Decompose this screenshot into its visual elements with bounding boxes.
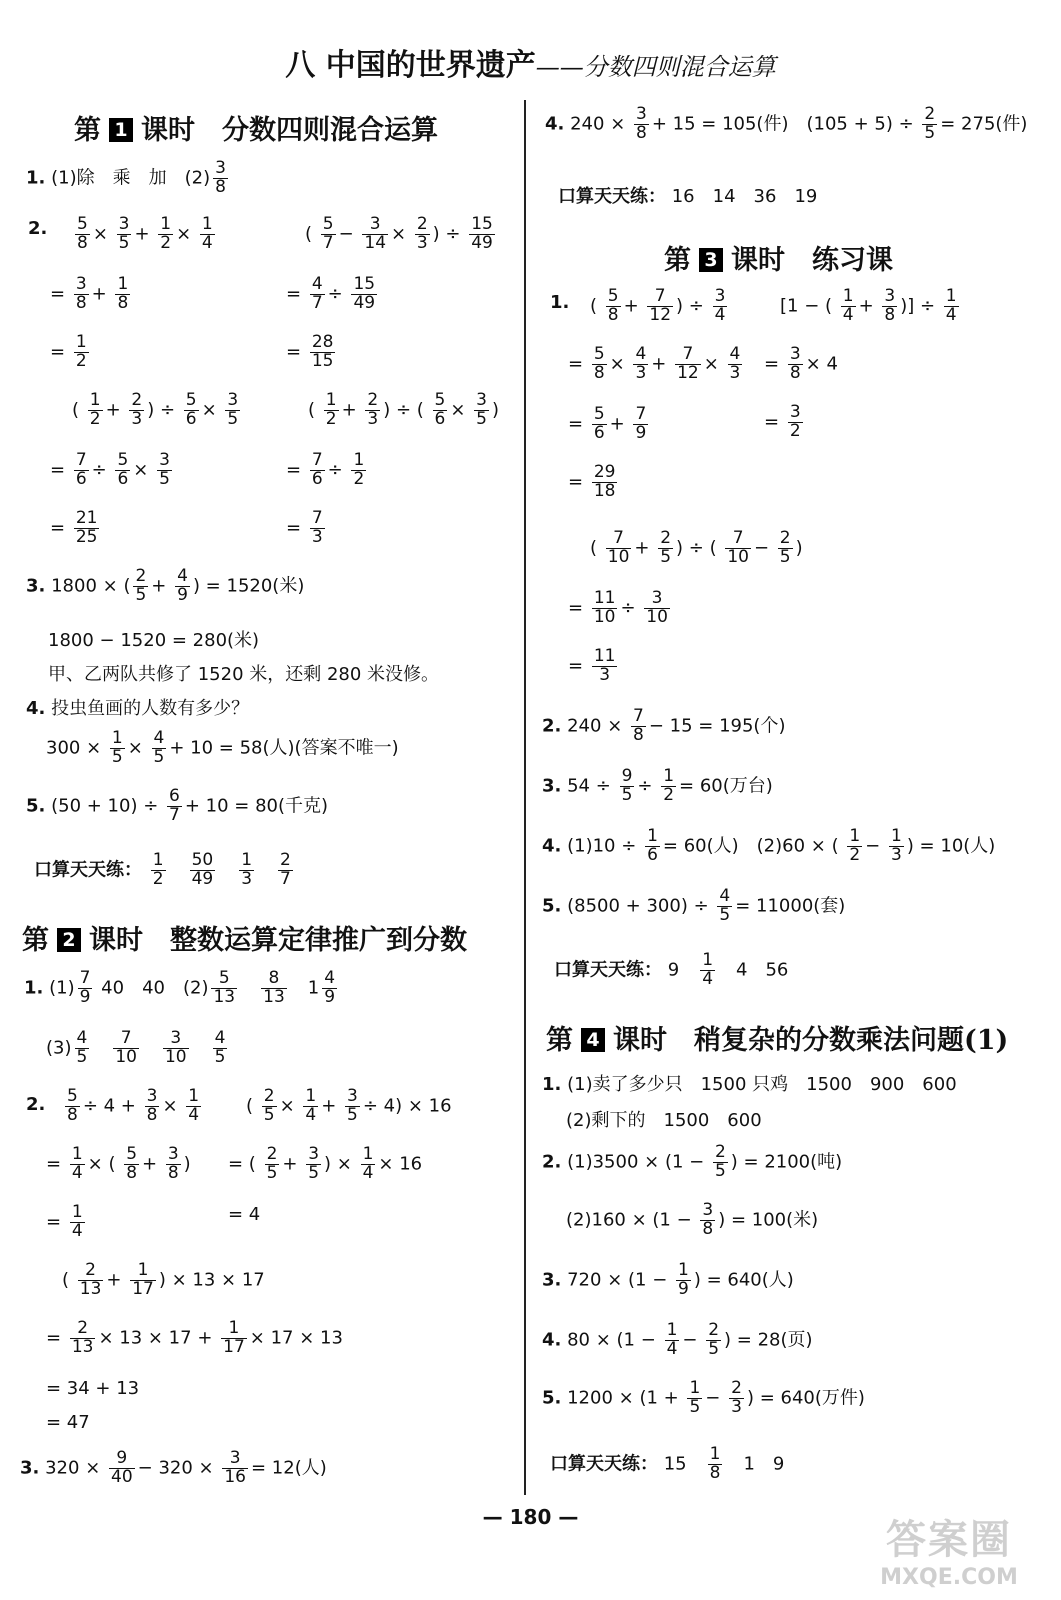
l2-q2-label: 2.	[26, 1094, 46, 1115]
l1-q3-line3: 甲、乙两队共修了 1520 米，还剩 280 米没修。	[48, 664, 440, 685]
l1-q2-step-b2: = $\frac{28}{15}$	[286, 332, 334, 371]
page-title: 八 中国的世界遗产——分数四则混合运算	[285, 48, 776, 83]
l2-q2-expr-c: ( $\frac{2}{13}$ + $\frac{1}{17}$ ) × 13 × 17	[62, 1260, 265, 1299]
l3-kousuan: 口算天天练： 9 $\frac{1}{4}$ 4 56	[554, 950, 789, 989]
l1-q1: 1. (1)除 乘 加 (2) $\frac{3}{8}$	[26, 158, 226, 197]
l2-q2-step-c1: = $\frac{2}{13}$ × 13 × 17 + $\frac{1}{17}$ × 17 × 13	[46, 1318, 343, 1357]
l3-q1-step-b1: = $\frac{3}{8}$ × 4	[764, 344, 838, 383]
l1-q4: 4. 投虫鱼画的人数有多少？	[26, 698, 250, 719]
l2-q4: 4. 240 × $\frac{3}{8}$ + 15 = 105(件) (105 + 5) ÷ $\frac{2}{5}$ = 275(件)	[545, 104, 1028, 143]
l2-q2-step-a2: = $\frac{1}{4}$	[46, 1202, 83, 1241]
l1-q3-line2: 1800 − 1520 = 280(米)	[48, 630, 260, 651]
l3-q1-step-a2: = $\frac{5}{6}$ + $\frac{7}{9}$	[568, 404, 647, 443]
l2-q2-step-a1: = $\frac{1}{4}$ × ( $\frac{5}{8}$ + $\frac{3}{8}$ )	[46, 1144, 191, 1183]
l4-q2-part2: (2)160 × (1 − $\frac{3}{8}$ ) = 100(米)	[566, 1200, 819, 1239]
l1-q2-expr-a: $\frac{5}{8}$ × $\frac{3}{5}$ + $\frac{1}{2}$ × $\frac{1}{4}$	[77, 214, 213, 253]
l2-q2-expr-b: ( $\frac{2}{5}$ × $\frac{1}{4}$ + $\frac{3}{5}$ ÷ 4) × 16	[246, 1086, 452, 1125]
l4-q1-line1: 1. (1)卖了多少只 1500 只鸡 1500 900 600	[542, 1074, 957, 1095]
l3-q1-label: 1.	[550, 292, 570, 313]
l1-q2-step-c2: = $\frac{21}{25}$	[50, 508, 98, 547]
l3-q1-expr-a: ( $\frac{5}{8}$ + $\frac{7}{12}$ ) ÷ $\frac{3}{4}$	[590, 286, 726, 325]
l1-q2-expr-d: ( $\frac{1}{2}$ + $\frac{2}{3}$ ) ÷ ( $\frac{5}{6}$ × $\frac{3}{5}$ )	[308, 390, 500, 429]
l1-q2-step-b1: = $\frac{4}{7}$ ÷ $\frac{15}{49}$	[286, 274, 376, 313]
l4-q3: 3. 720 × (1 − $\frac{1}{9}$ ) = 640(人)	[542, 1260, 794, 1299]
l2-q1-row2: (3) $\frac{4}{5}$ $\frac{7}{10}$ $\frac{3}{10}$ $\frac{4}{5}$	[46, 1028, 226, 1067]
l3-q1-step-c2: = $\frac{11}{3}$	[568, 646, 616, 685]
column-divider	[524, 100, 526, 1495]
l3-q2: 2. 240 × $\frac{7}{8}$ − 15 = 195(个)	[542, 706, 786, 745]
l3-q1-expr-c: ( $\frac{7}{10}$ + $\frac{2}{5}$ ) ÷ ( $\frac{7}{10}$ − $\frac{2}{5}$ )	[590, 528, 803, 567]
l3-q1-step-a3: = $\frac{29}{18}$	[568, 462, 616, 501]
l2-q2-step-c2: = 34 + 13	[46, 1378, 140, 1399]
l1-q5: 5. (50 + 10) ÷ $\frac{6}{7}$ + 10 = 80(千克)	[26, 786, 329, 825]
l1-q2-label: 2.	[28, 218, 48, 239]
l3-q1-step-a1: = $\frac{5}{8}$ × $\frac{4}{3}$ + $\frac{7}{12}$ × $\frac{4}{3}$	[568, 344, 741, 383]
l1-q2-expr-b: ( $\frac{5}{7}$ − $\frac{3}{14}$ × $\frac{2}{3}$ ) ÷ $\frac{15}{49}$	[305, 214, 493, 253]
l2-q3: 3. 320 × $\frac{9}{40}$ − 320 × $\frac{3}{16}$ = 12(人)	[20, 1448, 327, 1487]
lesson-2-title: 第 2 课时 整数运算定律推广到分数	[22, 925, 467, 956]
watermark-logo: 答案圈 MXQE.COM	[880, 1517, 1018, 1590]
l3-q1-expr-b: [1 − ( $\frac{1}{4}$ + $\frac{3}{8}$ )] ÷ $\frac{1}{4}$	[780, 286, 957, 325]
l2-q2-step-b1: = ( $\frac{2}{5}$ + $\frac{3}{5}$ ) × $\frac{1}{4}$ × 16	[228, 1144, 423, 1183]
l1-q2-step-a1: = $\frac{3}{8}$ + $\frac{1}{8}$	[50, 274, 129, 313]
l2-q1-row1: 1. (1) $\frac{7}{9}$ 40 40 (2) $\frac{5}{13}$ $\frac{8}{13}$ 1 $\frac{4}{9}$	[24, 968, 336, 1007]
l1-q2-expr-c: ( $\frac{1}{2}$ + $\frac{2}{3}$ ) ÷ $\frac{5}{6}$ × $\frac{3}{5}$	[72, 390, 239, 429]
l3-q1-step-b2: = $\frac{3}{2}$	[764, 402, 801, 441]
l1-q2-step-d1: = $\frac{7}{6}$ ÷ $\frac{1}{2}$	[286, 450, 365, 489]
l4-q2-part1: 2. (1)3500 × (1 − $\frac{2}{5}$ ) = 2100(吨)	[542, 1142, 843, 1181]
l1-q2-step-d2: = $\frac{7}{3}$	[286, 508, 323, 547]
page-number: — 180 —	[482, 1505, 579, 1529]
lesson-4-title: 第 4 课时 稍复杂的分数乘法问题(1)	[546, 1025, 1009, 1056]
lesson-3-title: 第 3 课时 练习课	[664, 245, 893, 276]
l3-q4: 4. (1)10 ÷ $\frac{1}{6}$ = 60(人) (2)60 × ( $\frac{1}{2}$ − $\frac{1}{3}$ ) = 10(人)	[542, 826, 996, 865]
l4-kousuan: 口算天天练： 15 $\frac{1}{8}$ 1 9	[550, 1444, 785, 1483]
l2-q2-expr-a: $\frac{5}{8}$ ÷ 4 + $\frac{3}{8}$ × $\frac{1}{4}$	[67, 1086, 200, 1125]
l1-kousuan: 口算天天练： $\frac{1}{2}$ $\frac{50}{49}$ $\frac{1}{3}$ $\frac{2}{7}$	[34, 850, 291, 889]
l4-q4: 4. 80 × (1 − $\frac{1}{4}$ − $\frac{2}{5}$ ) = 28(页)	[542, 1320, 813, 1359]
l3-q5: 5. (8500 + 300) ÷ $\frac{4}{5}$ = 11000(套)	[542, 886, 846, 925]
l2-kousuan: 口算天天练： 16 14 36 19	[558, 186, 818, 207]
l4-q1-line2: (2)剩下的 1500 600	[566, 1110, 762, 1131]
l1-q2-step-a2: = $\frac{1}{2}$	[50, 332, 87, 371]
l1-q4-answer: 300 × $\frac{1}{5}$ × $\frac{4}{5}$ + 10 = 58(人)(答案不唯一)	[46, 728, 399, 767]
l1-q3: 3. 1800 × ( $\frac{2}{5}$ + $\frac{4}{9}$ ) = 1520(米)	[26, 566, 305, 605]
l1-q2-step-c1: = $\frac{7}{6}$ ÷ $\frac{5}{6}$ × $\frac{3}{5}$	[50, 450, 170, 489]
l3-q1-step-c1: = $\frac{11}{10}$ ÷ $\frac{3}{10}$	[568, 588, 668, 627]
lesson-1-title: 第 1 课时 分数四则混合运算	[74, 115, 438, 146]
l2-q2-step-c3: = 47	[46, 1412, 90, 1433]
l3-q3: 3. 54 ÷ $\frac{9}{5}$ ÷ $\frac{1}{2}$ = 60(万台)	[542, 766, 773, 805]
l4-q5: 5. 1200 × (1 + $\frac{1}{5}$ − $\frac{2}{3}$ ) = 640(万件)	[542, 1378, 865, 1417]
l2-q2-step-b2: = 4	[228, 1204, 261, 1225]
